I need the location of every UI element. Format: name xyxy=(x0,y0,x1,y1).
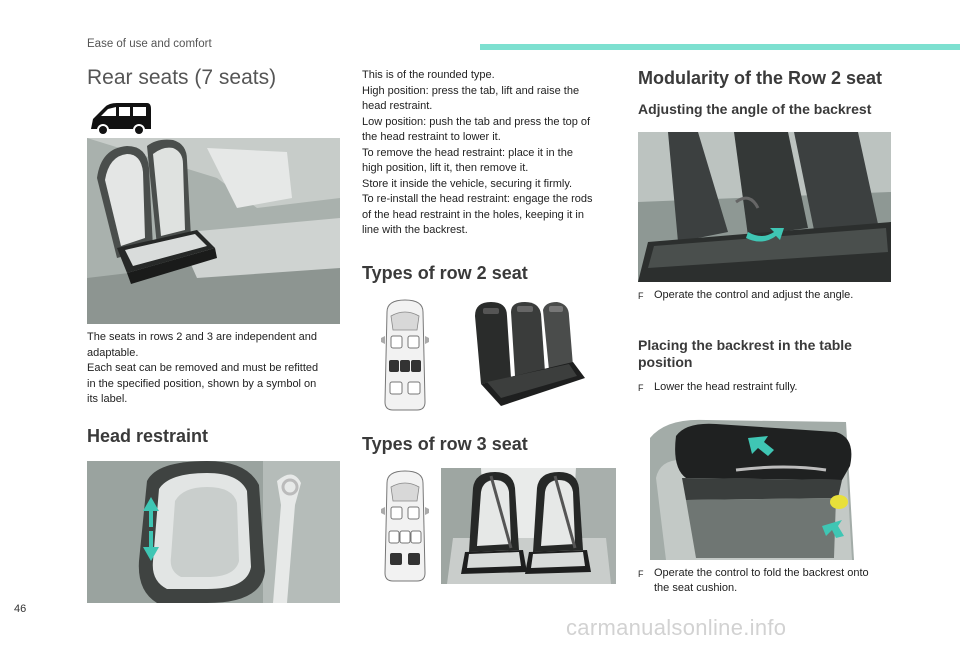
instruction-line: Store it inside the vehicle, securing it firmly. xyxy=(362,177,573,190)
instruction-line: High position: press the tab, lift and raise the xyxy=(362,84,580,97)
instruction-line: To remove the head restraint: place it in the xyxy=(362,146,573,159)
step-line: Operate the control to fold the backrest onto xyxy=(654,567,869,579)
bullet-marker: F xyxy=(638,569,644,579)
instruction-line: head restraint. xyxy=(362,100,433,112)
table-position-illustration xyxy=(646,408,854,560)
backrest-angle-heading: Adjusting the angle of the backrest xyxy=(638,101,872,117)
row2-car-top-view-diagram xyxy=(377,298,433,412)
head-restraint-instructions xyxy=(362,68,622,239)
head-restraint-illustration xyxy=(87,461,340,603)
rear-seats-intro xyxy=(87,330,347,408)
bullet-marker: F xyxy=(638,291,644,301)
table-position-heading xyxy=(638,337,908,371)
head-restraint-heading: Head restraint xyxy=(87,426,209,446)
mpv-car-icon xyxy=(87,99,155,139)
instruction-line: This is of the rounded type. xyxy=(362,69,495,81)
bullet-marker: F xyxy=(638,383,644,393)
instruction-line: line with the backrest. xyxy=(362,224,468,236)
instruction-line: To re-install the head restraint: engage the rods xyxy=(362,193,593,205)
table-step1-bullet xyxy=(638,380,908,396)
angle-step-bullet xyxy=(638,288,908,304)
modularity-title: Modularity of the Row 2 seat xyxy=(638,68,883,88)
intro-line: Each seat can be removed and must be refitted xyxy=(87,362,319,374)
page-title: Rear seats (7 seats) xyxy=(87,66,277,89)
instruction-line: Low position: push the tab and press the top of xyxy=(362,115,591,128)
angle-step-text: Operate the control and adjust the angle. xyxy=(654,289,854,301)
row2-types-heading: Types of row 2 seat xyxy=(362,263,528,283)
row3-car-top-view-diagram xyxy=(377,469,433,583)
page-number: 46 xyxy=(14,603,27,615)
step-line: the seat cushion. xyxy=(654,582,738,594)
intro-line: The seats in rows 2 and 3 are independent and xyxy=(87,331,317,343)
watermark: carmanualsonline.info xyxy=(566,615,787,640)
intro-line: in the specified position, shown by a symbol on xyxy=(87,377,317,390)
intro-line: its label. xyxy=(87,393,128,405)
table-step2-bullet xyxy=(638,566,908,596)
table-step1-text: Lower the head restraint fully. xyxy=(654,381,798,393)
rear-seats-illustration xyxy=(87,138,340,324)
instruction-line: the head restraint to lower it. xyxy=(362,131,501,143)
instruction-line: high position, lift it, then remove it. xyxy=(362,162,529,174)
table-step2-text xyxy=(654,566,869,596)
row3-seat-illustration xyxy=(441,468,616,584)
section-label: Ease of use and comfort xyxy=(87,38,212,50)
backrest-angle-illustration xyxy=(638,132,891,282)
intro-line: adaptable. xyxy=(87,346,139,359)
row3-types-heading: Types of row 3 seat xyxy=(362,434,528,454)
heading-line: Placing the backrest in the table xyxy=(638,337,852,353)
row2-seat-illustration xyxy=(461,298,589,412)
instruction-line: of the head restraint in the holes, keeping it in xyxy=(362,208,584,221)
heading-line: position xyxy=(638,354,693,370)
header-accent-bar xyxy=(480,44,960,50)
